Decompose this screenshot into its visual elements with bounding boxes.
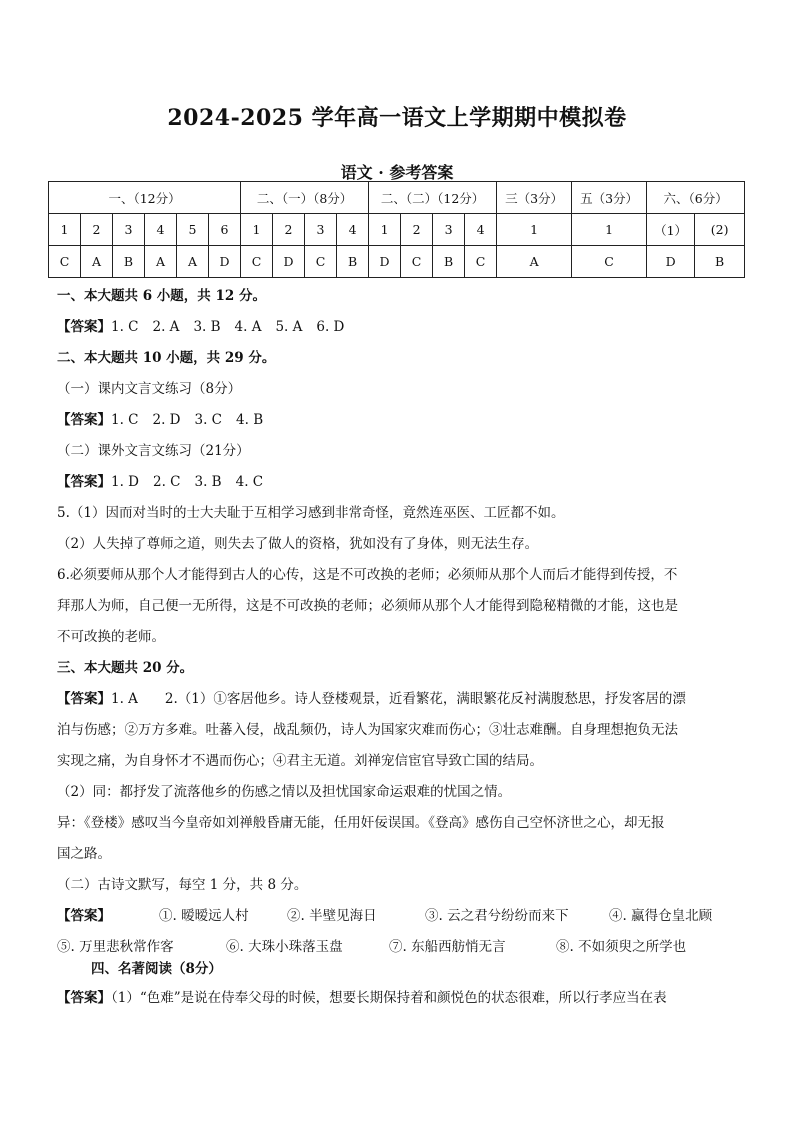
- table-cell: A: [177, 246, 209, 278]
- answer-item: 3. C: [194, 412, 223, 428]
- table-cell: B: [433, 246, 465, 278]
- table-cell: A: [145, 246, 177, 278]
- answer-text: [57, 688, 741, 711]
- poem-answer-line: [57, 905, 741, 928]
- table-cell: A: [497, 246, 572, 278]
- answer-item: 2. A: [152, 319, 180, 335]
- page-subtitle: 语文 · 参考答案: [340, 163, 454, 182]
- poem-answer-line: [57, 936, 741, 959]
- table-header-cell: 一、（12分）: [49, 182, 241, 214]
- answer-label: 【答案】: [57, 691, 111, 707]
- answer-label: 【答案】: [57, 412, 111, 428]
- answer-text: 5.（1）因而对当时的士大夫耻于互相学习感到非常奇怪，竟然连巫医、工匠都不如。: [57, 505, 565, 521]
- answer-text-rest: （1）“色难”是说在侍奉父母的时候，想要长期保持着和颜悦色的状态很难，所以行孝应当在表: [111, 990, 667, 1006]
- table-cell: 1: [241, 214, 273, 246]
- table-cell: 2: [401, 214, 433, 246]
- table-cell: 2: [81, 214, 113, 246]
- answer-text: 不可改换的老师。: [57, 629, 165, 645]
- table-cell: 5: [177, 214, 209, 246]
- poem-answer: ⑧. 不如须臾之所学也: [556, 939, 687, 955]
- table-cell: 3: [113, 214, 145, 246]
- section-heading: 一、本大题共 6 小题，共 12 分。: [57, 288, 266, 304]
- table-cell: C: [401, 246, 433, 278]
- poem-answer: ④. 赢得仓皇北顾: [609, 908, 713, 924]
- answer-item: 3. B: [194, 474, 222, 490]
- table-cell: D: [369, 246, 401, 278]
- section-heading: 二、本大题共 10 小题，共 29 分。: [57, 350, 276, 366]
- poem-answer: ②. 半壁见海日: [287, 908, 377, 924]
- answer-table: [48, 181, 745, 278]
- answer-text: （2）人失掉了尊师之道，则失去了做人的资格，犹如没有了身体，则无法生存。: [57, 536, 539, 552]
- answer-label: 【答案】: [57, 990, 111, 1006]
- table-cell: C: [241, 246, 273, 278]
- table-cell: D: [647, 246, 695, 278]
- table-cell: 2: [273, 214, 305, 246]
- subsection-heading: （二）课外文言文练习（21分）: [57, 443, 250, 459]
- table-cell: (2): [695, 214, 745, 246]
- table-cell: 1: [49, 214, 81, 246]
- answer-item: 4. B: [236, 412, 264, 428]
- table-cell: （1）: [647, 214, 695, 246]
- answer-line: [57, 316, 741, 339]
- answer-label: 【答案】: [57, 319, 111, 335]
- table-cell: 1: [497, 214, 572, 246]
- page-title: 2024-2025 学年高一语文上学期期中模拟卷: [167, 105, 627, 131]
- table-cell: B: [113, 246, 145, 278]
- answer-item: 1. D: [111, 474, 139, 490]
- table-header-cell: 六、（6分）: [647, 182, 745, 214]
- answer-line: [57, 471, 741, 494]
- answer-item: 5. A: [275, 319, 303, 335]
- table-cell: 6: [209, 214, 241, 246]
- subsection-heading: （一）课内文言文练习（8分）: [57, 381, 242, 397]
- table-cell: C: [49, 246, 81, 278]
- answer-item: 2. D: [152, 412, 181, 428]
- table-cell: C: [572, 246, 647, 278]
- subsection-heading: （二）古诗文默写，每空 1 分，共 8 分。: [57, 877, 308, 893]
- answer-label: 【答案】: [57, 474, 111, 490]
- table-answer-row: [49, 246, 745, 278]
- table-cell: C: [305, 246, 337, 278]
- answer-item: 6. D: [316, 319, 345, 335]
- section-heading: 四、名著阅读（8分）: [91, 961, 222, 977]
- table-header-cell: 二、（二）（12分）: [369, 182, 497, 214]
- table-cell: B: [337, 246, 369, 278]
- answer-label: 【答案】: [57, 908, 111, 924]
- table-cell: 4: [145, 214, 177, 246]
- poem-answer: ⑥. 大珠小珠落玉盘: [226, 939, 343, 955]
- answer-text: 6.必须要师从那个人才能得到古人的心传，这是不可改换的老师；必须师从那个人而后才能得到传授，不: [57, 567, 678, 583]
- answer-line: [57, 409, 741, 432]
- table-header-cell: 五（3分）: [572, 182, 647, 214]
- table-header-row: [49, 182, 745, 214]
- table-cell: 4: [337, 214, 369, 246]
- poem-answer: ①. 暧暧远人村: [159, 908, 249, 924]
- table-cell: 4: [465, 214, 497, 246]
- answer-text-rest: 1. A 2.（1）①客居他乡。诗人登楼观景，近看繁花，满眼繁花反衬满腹愁思，抒发客居的漂: [111, 691, 686, 707]
- table-number-row: [49, 214, 745, 246]
- answer-item: 1. C: [111, 412, 139, 428]
- answer-item: 3. B: [193, 319, 221, 335]
- table-cell: 3: [305, 214, 337, 246]
- answer-item: 4. A: [234, 319, 262, 335]
- table-cell: C: [465, 246, 497, 278]
- table-cell: A: [81, 246, 113, 278]
- table-cell: 1: [572, 214, 647, 246]
- answer-text: 泊与伤感；②万方多难。吐蕃入侵，战乱频仍，诗人为国家灾难而伤心；③壮志难酬。自身理想抱负无法: [57, 722, 678, 738]
- table-cell: 1: [369, 214, 401, 246]
- answer-text: [57, 987, 741, 1010]
- answer-text: 拜那人为师，自己便一无所得，这是不可改换的老师；必须师从那个人才能得到隐秘精微的才能，这也是: [57, 598, 678, 614]
- section-heading: 三、本大题共 20 分。: [57, 660, 194, 676]
- answer-text: 实现之痛，为自身怀才不遇而伤心；④君主无道。刘禅宠信宦官导致亡国的结局。: [57, 753, 543, 769]
- poem-answer: ⑦. 东船西舫悄无言: [389, 939, 506, 955]
- answer-text: （2）同：都抒发了流落他乡的伤感之情以及担忧国家命运艰难的忧国之情。: [57, 784, 512, 800]
- answer-item: 1. C: [111, 319, 139, 335]
- poem-answer: ③. 云之君兮纷纷而来下: [425, 908, 569, 924]
- answer-item: 4. C: [235, 474, 264, 490]
- table-cell: B: [695, 246, 745, 278]
- table-header-cell: 三（3分）: [497, 182, 572, 214]
- answer-text: 异：《登楼》感叹当今皇帝如刘禅般昏庸无能，任用奸佞误国。《登高》感伤自己空怀济世之心，却无报: [57, 815, 665, 831]
- answer-item: 2. C: [153, 474, 181, 490]
- table-cell: D: [273, 246, 305, 278]
- poem-answer: ⑤. 万里悲秋常作客: [57, 939, 174, 955]
- table-header-cell: 二、（一）（8分）: [241, 182, 369, 214]
- answer-text: 国之路。: [57, 846, 111, 862]
- table-cell: D: [209, 246, 241, 278]
- answer-content: [57, 285, 741, 1010]
- table-cell: 3: [433, 214, 465, 246]
